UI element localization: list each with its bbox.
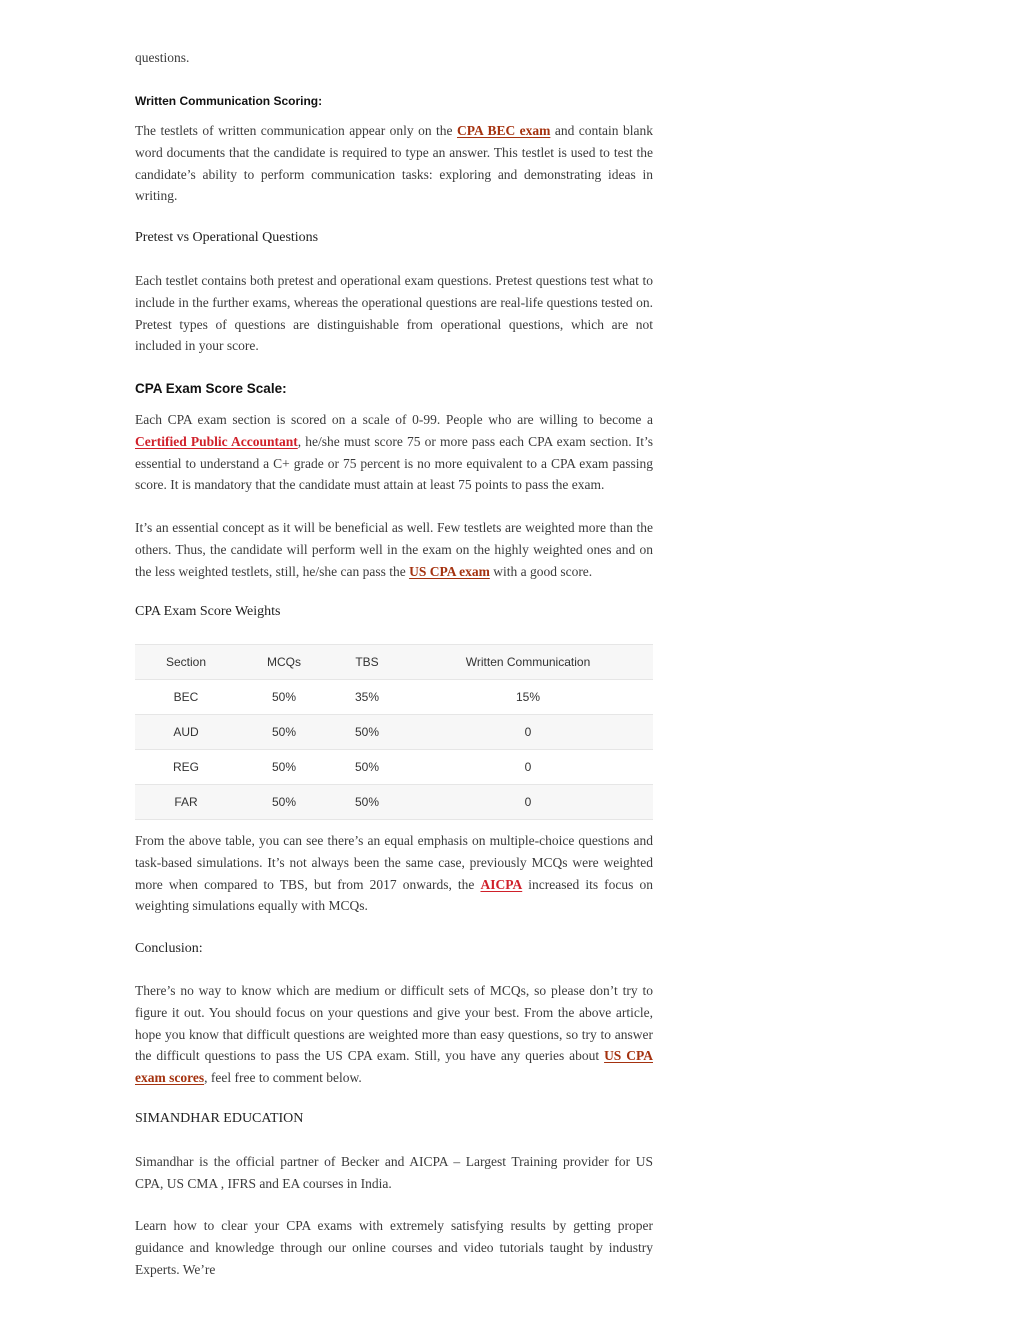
pretest-heading: Pretest vs Operational Questions [135,230,319,245]
table-cell: AUD [135,715,237,750]
table-row [135,785,653,820]
table-row [135,680,653,715]
cpa-bec-exam-link[interactable]: CPA BEC exam [457,123,551,138]
learn-paragraph: Learn how to clear your CPA exams with extremely satisfying results by getting proper guidance and knowledge through our online courses and video tutorials taught by industry Experts. We’re [135,1218,653,1277]
score-weights-table [135,644,653,820]
concept-paragraph: It’s an essential concept as it will be beneficial as well. Few testlets are weighted more than the others. Thus, the candidate will perform well in the exam on the highly weighted ones and on the less weighted testlets, still, he/she can pass the US CPA exam with a good score. [135,520,653,579]
aicpa-link[interactable]: AICPA [480,876,523,892]
pretest-paragraph: Each testlet contains both pretest and operational exam questions. Pretest questions test what to include in the further exams, whereas the operational questions are real-life questions tested on. Pretest types of questions are distinguishable from operational questions, which are not included in your score. [135,273,653,354]
table-cell: 50% [331,785,403,820]
us-cpa-exam-link[interactable]: US CPA exam [409,563,490,579]
score-scale-paragraph: Each CPA exam section is scored on a scale of 0-99. People who are willing to become a Certified Public Accountant, he/she must score 75 or more pass each CPA exam section. It’s essential to understand a C+ grade or 75 percent is no more equivalent to a CPA exam passing score. It is mandatory that the candidate must attain at least 75 points to pass the exam. [135,412,653,493]
certified-public-accountant-link[interactable]: Certified Public Accountant [135,433,298,449]
table-cell: 0 [403,715,653,750]
table-cell: 50% [237,680,331,715]
score-weights-heading: CPA Exam Score Weights [135,604,281,619]
table-cell: 35% [331,680,403,715]
written-communication-paragraph: The testlets of written communication appear only on the CPA BEC exam and contain blank word documents that the candidate is required to type an answer. This testlet is used to test the candidate’s ability to perform communication tasks: exploring and demonstrating ideas in writing. [135,123,653,204]
table-cell: BEC [135,680,237,715]
table-header-cell: TBS [331,645,403,680]
table-header-cell: Written Communication [403,645,653,680]
table-cell: 0 [403,750,653,785]
simandhar-heading: SIMANDHAR EDUCATION [135,1111,304,1126]
table-cell: 50% [331,750,403,785]
table-header-cell: Section [135,645,237,680]
table-row [135,715,653,750]
table-cell: 50% [237,715,331,750]
table-cell: 50% [237,750,331,785]
table-explanation-paragraph: From the above table, you can see there’s an equal emphasis on multiple-choice questions and task-based simulations. It’s not always been the same case, previously MCQs were weighted more when compared to TBS, but from 2017 onwards, the AICPA increased its focus on weighting simulations equally with MCQs. [135,833,653,914]
conclusion-paragraph: There’s no way to know which are medium or difficult sets of MCQs, so please don’t try to figure it out. You should focus on your questions and give your best. From the above article, hope you know that difficult questions are weighted more than easy questions, so try to answer the difficult questions to pass the US CPA exam. Still, you have any queries about US CPA exam scores, feel free to comment below. [135,983,653,1086]
intro-tail: questions. [135,50,190,65]
table-row [135,750,653,785]
table-cell: REG [135,750,237,785]
table-header-cell: MCQs [237,645,331,680]
written-communication-heading: Written Communication Scoring: [135,94,323,108]
simandhar-paragraph: Simandhar is the official partner of Becker and AICPA – Largest Training provider for US CPA, US CMA , IFRS and EA courses in India. [135,1154,653,1191]
score-scale-heading: CPA Exam Score Scale: [135,381,287,396]
table-cell: 50% [237,785,331,820]
table-cell: 15% [403,680,653,715]
table-cell: 0 [403,785,653,820]
us-cpa-exam-scores-link[interactable]: US CPA exam scores [135,1048,653,1086]
table-header-row [135,645,653,680]
table-cell: FAR [135,785,237,820]
conclusion-heading: Conclusion: [135,941,203,956]
table-cell: 50% [331,715,403,750]
